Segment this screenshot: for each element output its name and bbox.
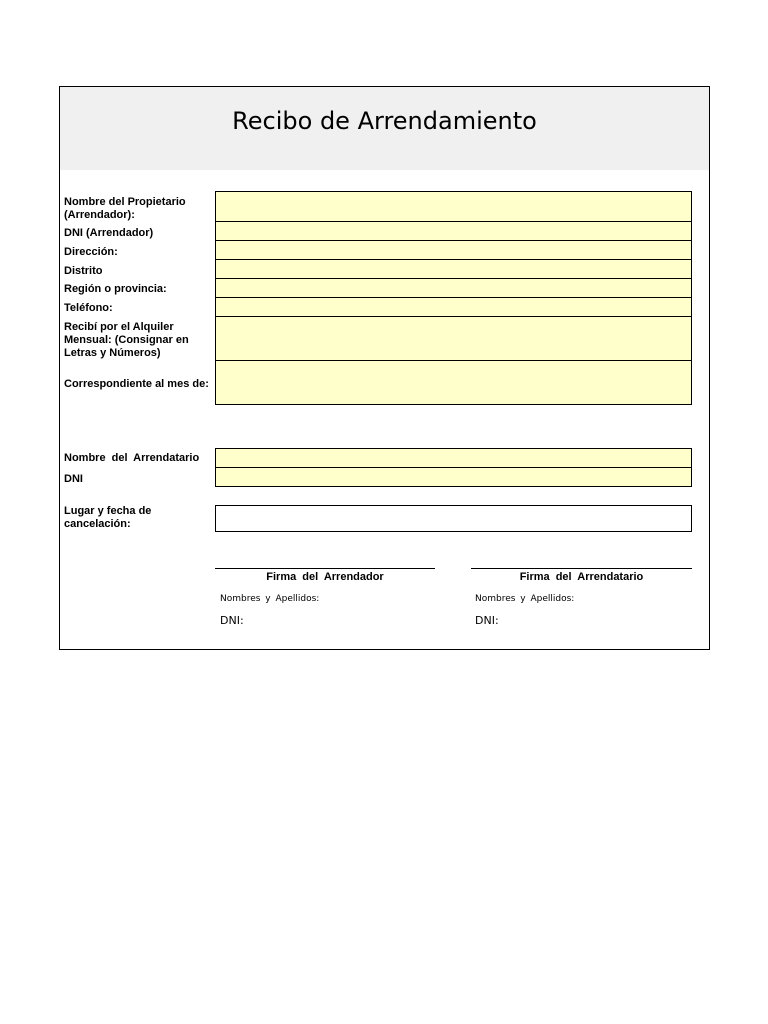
label-region: Región o provincia:: [64, 283, 167, 295]
dni-arrendador-field[interactable]: [215, 221, 692, 241]
distrito-field[interactable]: [215, 259, 692, 279]
dni-label-arrendador: DNI:: [220, 614, 244, 627]
label-dni-arrendatario: DNI: [64, 473, 83, 485]
region-field[interactable]: [215, 278, 692, 298]
signature-title-arrendador: Firma del Arrendador: [266, 571, 384, 583]
label-telefono: Teléfono:: [64, 302, 113, 314]
dni-label-arrendatario: DNI:: [475, 614, 499, 627]
label-lugar-fecha: Lugar y fecha de cancelación:: [64, 505, 152, 530]
names-label-arrendatario: Nombres y Apellidos:: [475, 594, 575, 604]
propietario-field[interactable]: [215, 191, 692, 222]
lugar-fecha-field[interactable]: [215, 505, 692, 532]
arrendatario-field[interactable]: [215, 448, 692, 468]
direccion-field[interactable]: [215, 240, 692, 260]
telefono-field[interactable]: [215, 297, 692, 317]
label-propietario: Nombre del Propietario (Arrendador):: [64, 196, 186, 221]
label-direccion: Dirección:: [64, 246, 118, 258]
label-alquiler: Recibí por el Alquiler Mensual: (Consignar en Letras y Números): [64, 321, 189, 359]
label-arrendatario: Nombre del Arrendatario: [64, 452, 200, 464]
names-label-arrendador: Nombres y Apellidos:: [220, 594, 320, 604]
signature-line-arrendatario: [471, 568, 692, 569]
title-band: [60, 87, 709, 170]
receipt-form: [59, 86, 710, 650]
signature-title-arrendatario: Firma del Arrendatario: [519, 571, 644, 583]
page-title: Recibo de Arrendamiento: [232, 107, 537, 135]
label-mes: Correspondiente al mes de:: [64, 378, 209, 390]
alquiler-field[interactable]: [215, 316, 692, 361]
label-distrito: Distrito: [64, 265, 103, 277]
signature-line-arrendador: [215, 568, 435, 569]
dni-arrendatario-field[interactable]: [215, 467, 692, 487]
label-dni-arrendador: DNI (Arrendador): [64, 227, 154, 239]
mes-field[interactable]: [215, 360, 692, 405]
